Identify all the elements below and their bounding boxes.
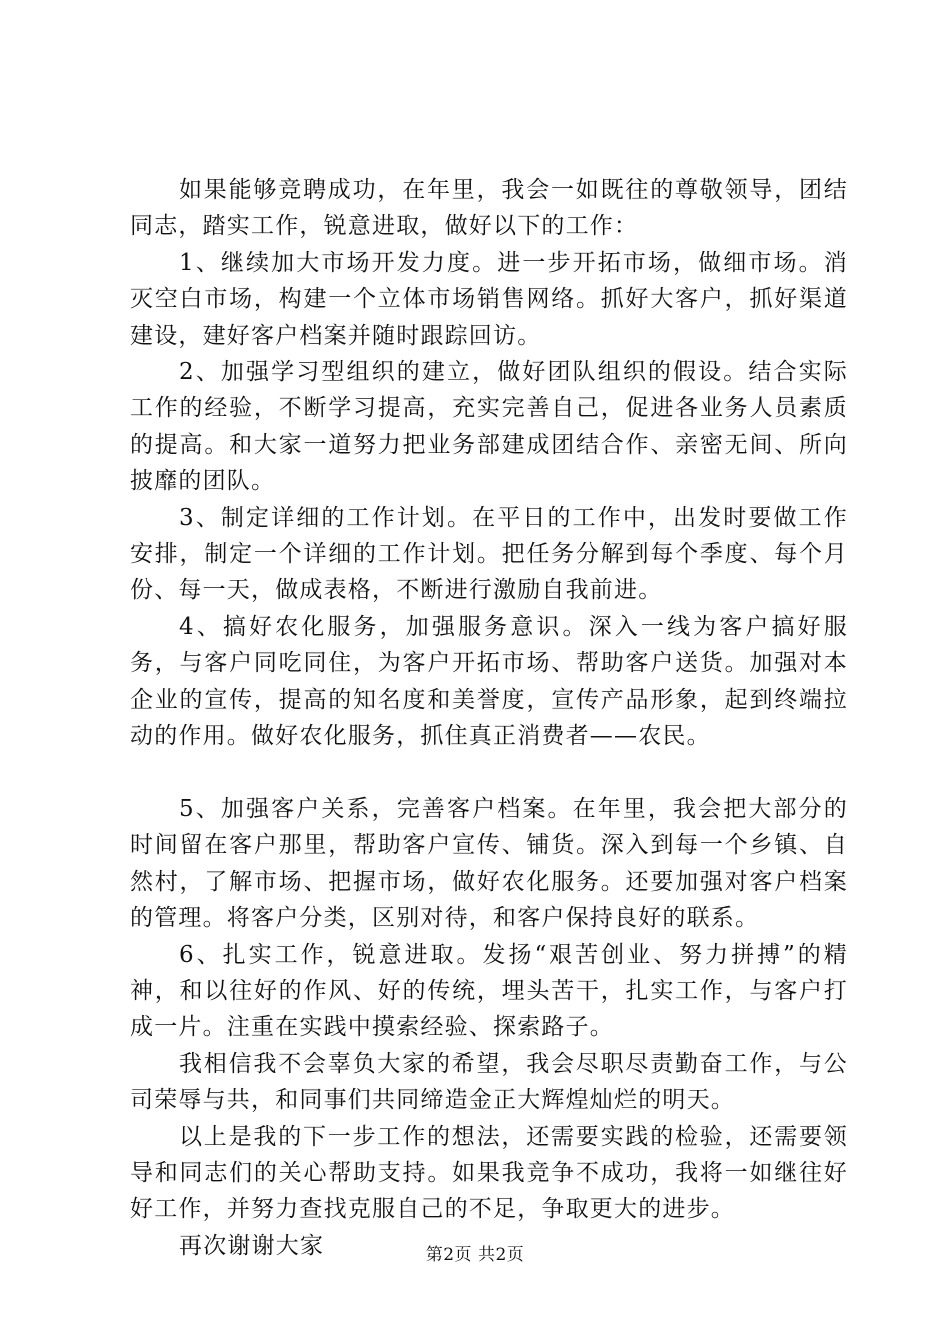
paragraph-item-6: 6、扎实工作，锐意进取。发扬“艰苦创业、努力拼搏”的精神，和以往好的作风、好的传统，埋头苦干，扎实工作，与客户打成一片。注重在实践中摸索经验、探索路子。: [130, 941, 848, 1041]
paragraph-commitment: 我相信我不会辜负大家的希望，我会尽职尽责勤奋工作，与公司荣辱与共，和同事们共同缔造金正大辉煌灿烂的明天。: [130, 1050, 848, 1114]
paragraph-item-2: 2、加强学习型组织的建立，做好团队组织的假设。结合实际工作的经验，不断学习提高，充实完善自己，促进各业务人员素质的提高。和大家一道努力把业务部建成团结合作、亲密无间、所向披靡的团队。: [130, 359, 848, 495]
paragraph-item-1: 1、继续加大市场开发力度。进一步开拓市场，做细市场。消灭空白市场，构建一个立体市场销售网络。抓好大客户，抓好渠道建设，建好客户档案并随时跟踪回访。: [130, 249, 848, 349]
paragraph-thanks: 再次谢谢大家: [179, 1232, 325, 1259]
page-number-footer: 第2页 共2页: [425, 1245, 525, 1265]
paragraph-item-3: 3、制定详细的工作计划。在平日的工作中，出发时要做工作安排，制定一个详细的工作计划。把任务分解到每个季度、每个月份、每一天，做成表格，不断进行激励自我前进。: [130, 504, 848, 604]
paragraph-intro: 如果能够竞聘成功，在年里，我会一如既往的尊敬领导，团结同志，踏实工作，锐意进取，做好以下的工作：: [130, 177, 848, 240]
paragraph-item-4: 4、搞好农化服务，加强服务意识。深入一线为客户搞好服务，与客户同吃同住，为客户开拓市场、帮助客户送货。加强对本企业的宣传，提高的知名度和美誉度，宣传产品形象，起到终端拉动的作用。做好农化服务，抓住真正消费者——农民。: [130, 613, 848, 750]
paragraph-item-5: 5、加强客户关系，完善客户档案。在年里，我会把大部分的时间留在客户那里，帮助客户宣传、铺货。深入到每一个乡镇、自然村，了解市场、把握市场，做好农化服务。还要加强对客户档案的管理。将客户分类，区别对待，和客户保持良好的联系。: [130, 795, 848, 932]
document-body: [130, 172, 848, 1264]
paragraph-conclusion: 以上是我的下一步工作的想法，还需要实践的检验，还需要领导和同志们的关心帮助支持。如果我竞争不成功，我将一如继往好好工作，并努力查找克服自己的不足，争取更大的进步。: [130, 1123, 848, 1223]
